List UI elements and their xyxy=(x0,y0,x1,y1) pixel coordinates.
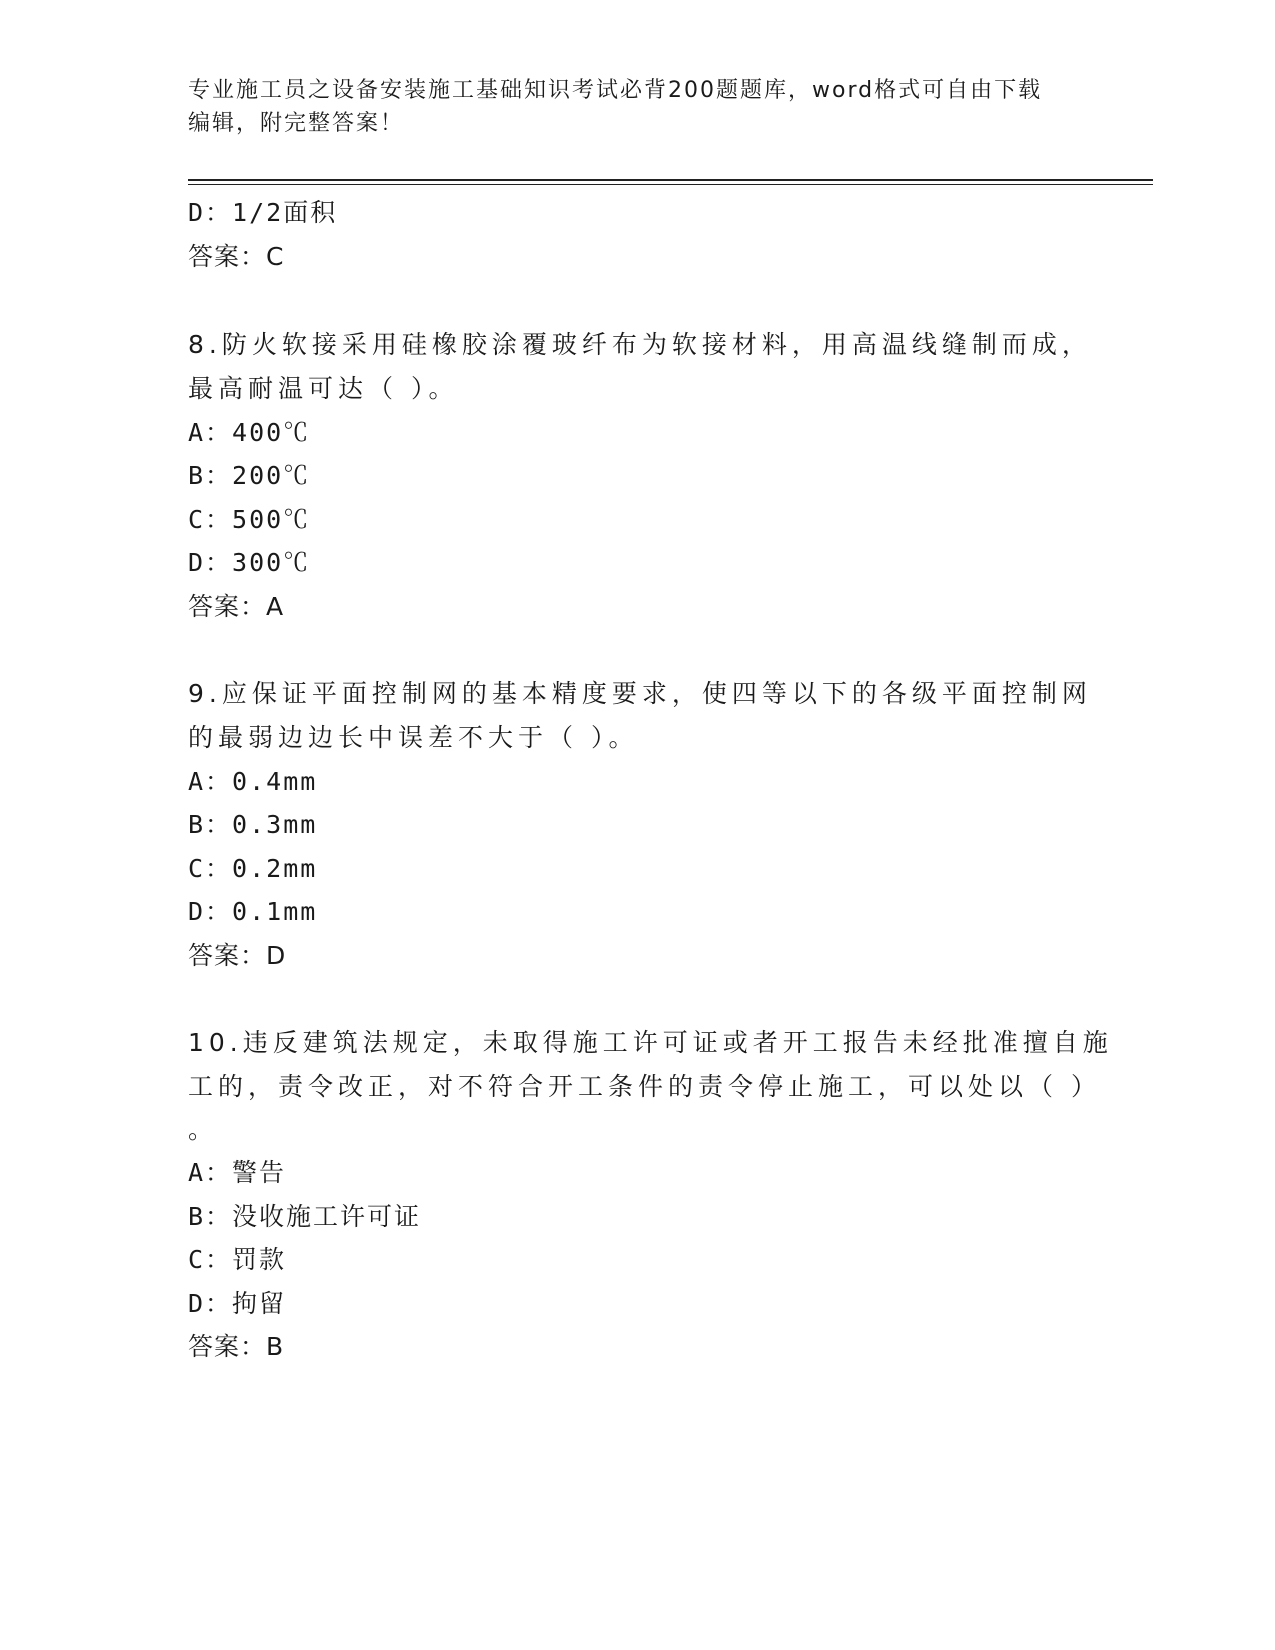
document-header xyxy=(188,74,1088,140)
q10-option-a: A：警告 xyxy=(188,1158,287,1187)
prev-option-d: D：1/2面积 xyxy=(188,198,338,227)
prev-answer: 答案：C xyxy=(188,242,285,271)
header-line-2: 编辑，附完整答案！ xyxy=(188,111,405,136)
q9-stem-line-2: 的最弱边边长中误差不大于（ ）。 xyxy=(188,723,639,752)
q10-option-d: D：拘留 xyxy=(188,1289,287,1318)
q8-stem-line-1: 8.防火软接采用硅橡胶涂覆玻纤布为软接材料，用高温线缝制而成， xyxy=(188,330,1092,359)
q10-stem-line-3: 。 xyxy=(188,1115,219,1144)
header-line-1: 专业施工员之设备安装施工基础知识考试必背200题题库，word格式可自由下载 xyxy=(188,78,1043,103)
q9-option-d: D：0.1mm xyxy=(188,897,318,926)
header-divider-thin xyxy=(188,184,1153,185)
q9-option-c: C：0.2mm xyxy=(188,854,318,883)
q8-option-d: D：300℃ xyxy=(188,548,311,577)
q10-option-c: C：罚款 xyxy=(188,1245,287,1274)
q10-stem-line-1: 10.违反建筑法规定，未取得施工许可证或者开工报告未经批准擅自施 xyxy=(188,1028,1113,1057)
q10-stem-line-2: 工的，责令改正，对不符合开工条件的责令停止施工，可以处以（ ） xyxy=(188,1072,1101,1101)
q9-option-a: A：0.4mm xyxy=(188,767,318,796)
q10-answer: 答案：B xyxy=(188,1332,285,1361)
q8-option-c: C：500℃ xyxy=(188,505,311,534)
header-divider-thick xyxy=(188,179,1153,181)
q9-stem-line-1: 9.应保证平面控制网的基本精度要求，使四等以下的各级平面控制网 xyxy=(188,679,1092,708)
q8-option-b: B：200℃ xyxy=(188,461,311,490)
q10-option-b: B：没收施工许可证 xyxy=(188,1202,422,1231)
q8-stem-line-2: 最高耐温可达（ ）。 xyxy=(188,374,459,403)
q9-answer: 答案：D xyxy=(188,941,287,970)
q8-answer: 答案：A xyxy=(188,592,285,621)
q9-option-b: B：0.3mm xyxy=(188,810,318,839)
q8-option-a: A：400℃ xyxy=(188,418,311,447)
